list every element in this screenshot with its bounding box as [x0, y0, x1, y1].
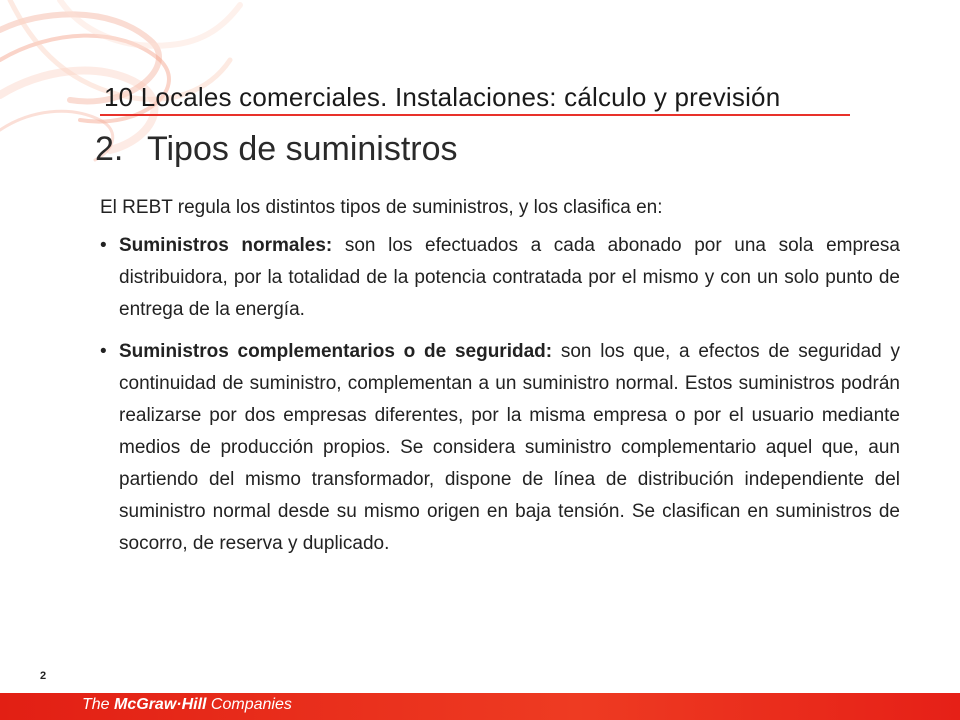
chapter-title: 10 Locales comerciales. Instalaciones: cálculo y previsión [104, 82, 781, 112]
logo-name: McGraw·Hill [114, 696, 207, 713]
footer-bar [0, 693, 960, 720]
bullet-term: Suministros complementarios o de seguridad: [119, 341, 553, 362]
bullet-term: Suministros normales: [119, 235, 333, 256]
bullet-dot-icon: • [100, 341, 107, 362]
bullet-text: son los que, a efectos de seguridad y continuidad de suministro, complementan a un suministro normal. Estos suministros podrán realizarse por dos empresas diferentes, por la misma empresa o por el usuario mediante medios de producción propios. Se considera suministro complementario aquel que, aun partiendo del mismo transformador, dispone de línea de distribución independiente del suministro normal desde su mismo origen en baja tensión. Se clasifican en suministros de socorro, de reserva y duplicado. [119, 341, 900, 554]
publisher-logo [82, 696, 292, 714]
title-underline [100, 114, 850, 116]
bullet-dot-icon: • [100, 235, 107, 256]
intro-paragraph: El REBT regula los distintos tipos de suministros, y los clasifica en: [100, 197, 663, 218]
page-number: 2 [40, 670, 47, 682]
logo-suffix: Companies [206, 696, 292, 713]
bullet-item-complementarios [100, 336, 900, 560]
bullet-text: son los efectuados a cada abonado por una sola empresa distribuidora, por la totalidad de la potencia contratada por el mismo y con un solo punto de entrega de la energía. [119, 235, 901, 320]
bullet-item-normales [100, 230, 900, 326]
section-heading [95, 130, 458, 169]
section-number: 2. [95, 130, 124, 168]
section-title: Tipos de suministros [147, 130, 458, 168]
slide-body [100, 192, 900, 570]
logo-prefix: The [82, 696, 115, 713]
